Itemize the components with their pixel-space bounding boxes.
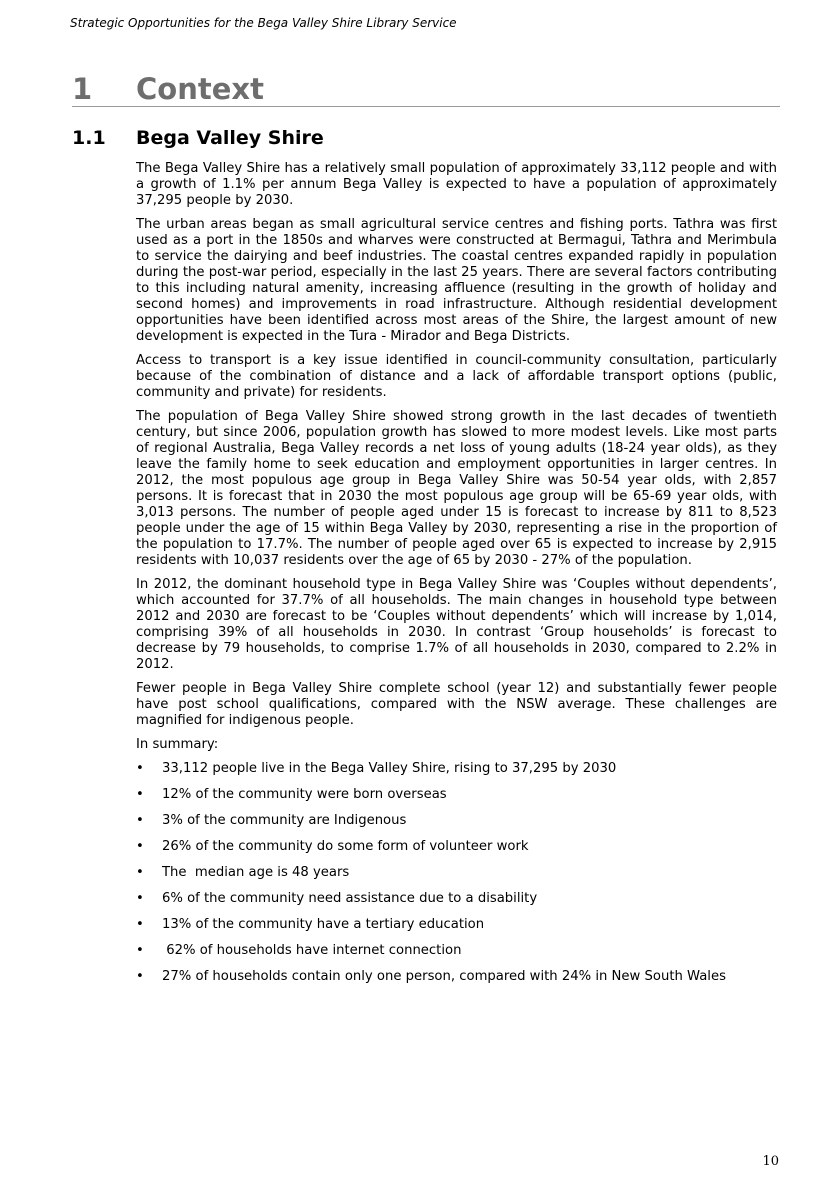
list-item xyxy=(136,787,777,813)
list-item-text: 62% of households have internet connection xyxy=(162,943,462,958)
running-header: Strategic Opportunities for the Bega Valley Shire Library Service xyxy=(70,16,457,30)
bullet-icon: • xyxy=(136,813,144,828)
bullet-icon: • xyxy=(136,943,144,958)
list-item-text: 6% of the community need assistance due to a disability xyxy=(162,891,538,906)
chapter-heading xyxy=(72,72,780,107)
list-item xyxy=(136,813,777,839)
list-item xyxy=(136,761,777,787)
section-title: Bega Valley Shire xyxy=(136,127,324,149)
list-item xyxy=(136,839,777,865)
list-item-text: 13% of the community have a tertiary education xyxy=(162,917,485,932)
list-item xyxy=(136,943,777,969)
paragraph-household-type: In 2012, the dominant household type in Bega Valley Shire was ‘Couples without dependents’, which accounted for 37.7% of all households. The main changes in household type between 2012 and 2030 are forecast to be ‘Couples without dependents’ which will increase by 1,014, comprising 39% of all households in 2030. In contrast ‘Group households’ is forecast to decrease by 79 households, to comprise 1.7% of all households in 2030, compared to 2.2% in 2012. xyxy=(136,577,777,672)
list-item-text: 3% of the community are Indigenous xyxy=(162,813,407,828)
list-item xyxy=(136,969,777,995)
bullet-icon: • xyxy=(136,839,144,854)
bullet-icon: • xyxy=(136,787,144,802)
section-number: 1.1 xyxy=(72,127,106,149)
list-item-text: 12% of the community were born overseas xyxy=(162,787,447,802)
paragraph-population: The Bega Valley Shire has a relatively small population of approximately 33,112 people and with a growth of 1.1% per annum Bega Valley is expected to have a population of approximately 37,295 people by 2030. xyxy=(136,161,777,208)
page-number: 10 xyxy=(762,1154,779,1169)
list-item-text: 27% of households contain only one person, compared with 24% in New South Wales xyxy=(162,969,726,984)
chapter-title: Context xyxy=(136,72,264,106)
summary-list xyxy=(136,761,777,995)
bullet-icon: • xyxy=(136,761,144,776)
paragraph-summary-intro: In summary: xyxy=(136,737,219,752)
list-item xyxy=(136,865,777,891)
paragraph-education: Fewer people in Bega Valley Shire complete school (year 12) and substantially fewer people have post school qualifications, compared with the NSW average. These challenges are magnified for indigenous people. xyxy=(136,681,777,728)
paragraph-urban-areas: The urban areas began as small agricultural service centres and fishing ports. Tathra was first used as a port in the 1850s and wharves were constructed at Bermagui, Tathra and Merimbula to service the dairying and beef industries. The coastal centres expanded rapidly in population during the post-war period, especially in the last 25 years. There are several factors contributing to this including natural amenity, increasing affluence (resulting in the growth of holiday and second homes) and improvements in road infrastructure. Although residential development opportunities have been identified across most areas of the Shire, the largest amount of new development is expected in the Tura - Mirador and Bega Districts. xyxy=(136,217,777,344)
bullet-icon: • xyxy=(136,891,144,906)
paragraph-population-growth: The population of Bega Valley Shire showed strong growth in the last decades of twentieth century, but since 2006, population growth has slowed to more modest levels. Like most parts of regional Australia, Bega Valley records a net loss of young adults (18-24 year olds), as they leave the family home to seek education and employment opportunities in larger centres. In 2012, the most populous age group in Bega Valley Shire was 50-54 year olds, with 2,857 persons. It is forecast that in 2030 the most populous age group will be 65-69 year olds, with 3,013 persons. The number of people aged under 15 is forecast to increase by 811 to 8,523 people under the age of 15 within Bega Valley by 2030, representing a rise in the proportion of the population to 17.7%. The number of people aged over 65 is expected to increase by 2,915 residents with 10,037 residents over the age of 65 by 2030 - 27% of the population. xyxy=(136,409,777,568)
bullet-icon: • xyxy=(136,917,144,932)
list-item xyxy=(136,891,777,917)
paragraph-transport: Access to transport is a key issue identified in council-community consultation, particularly because of the combination of distance and a lack of affordable transport options (public, community and private) for residents. xyxy=(136,353,777,400)
bullet-icon: • xyxy=(136,865,144,880)
list-item-text: The median age is 48 years xyxy=(162,865,350,880)
body-text xyxy=(136,161,777,995)
bullet-icon: • xyxy=(136,969,144,984)
list-item-text: 33,112 people live in the Bega Valley Shire, rising to 37,295 by 2030 xyxy=(162,761,617,776)
chapter-number: 1 xyxy=(72,72,93,106)
list-item xyxy=(136,917,777,943)
list-item-text: 26% of the community do some form of volunteer work xyxy=(162,839,529,854)
